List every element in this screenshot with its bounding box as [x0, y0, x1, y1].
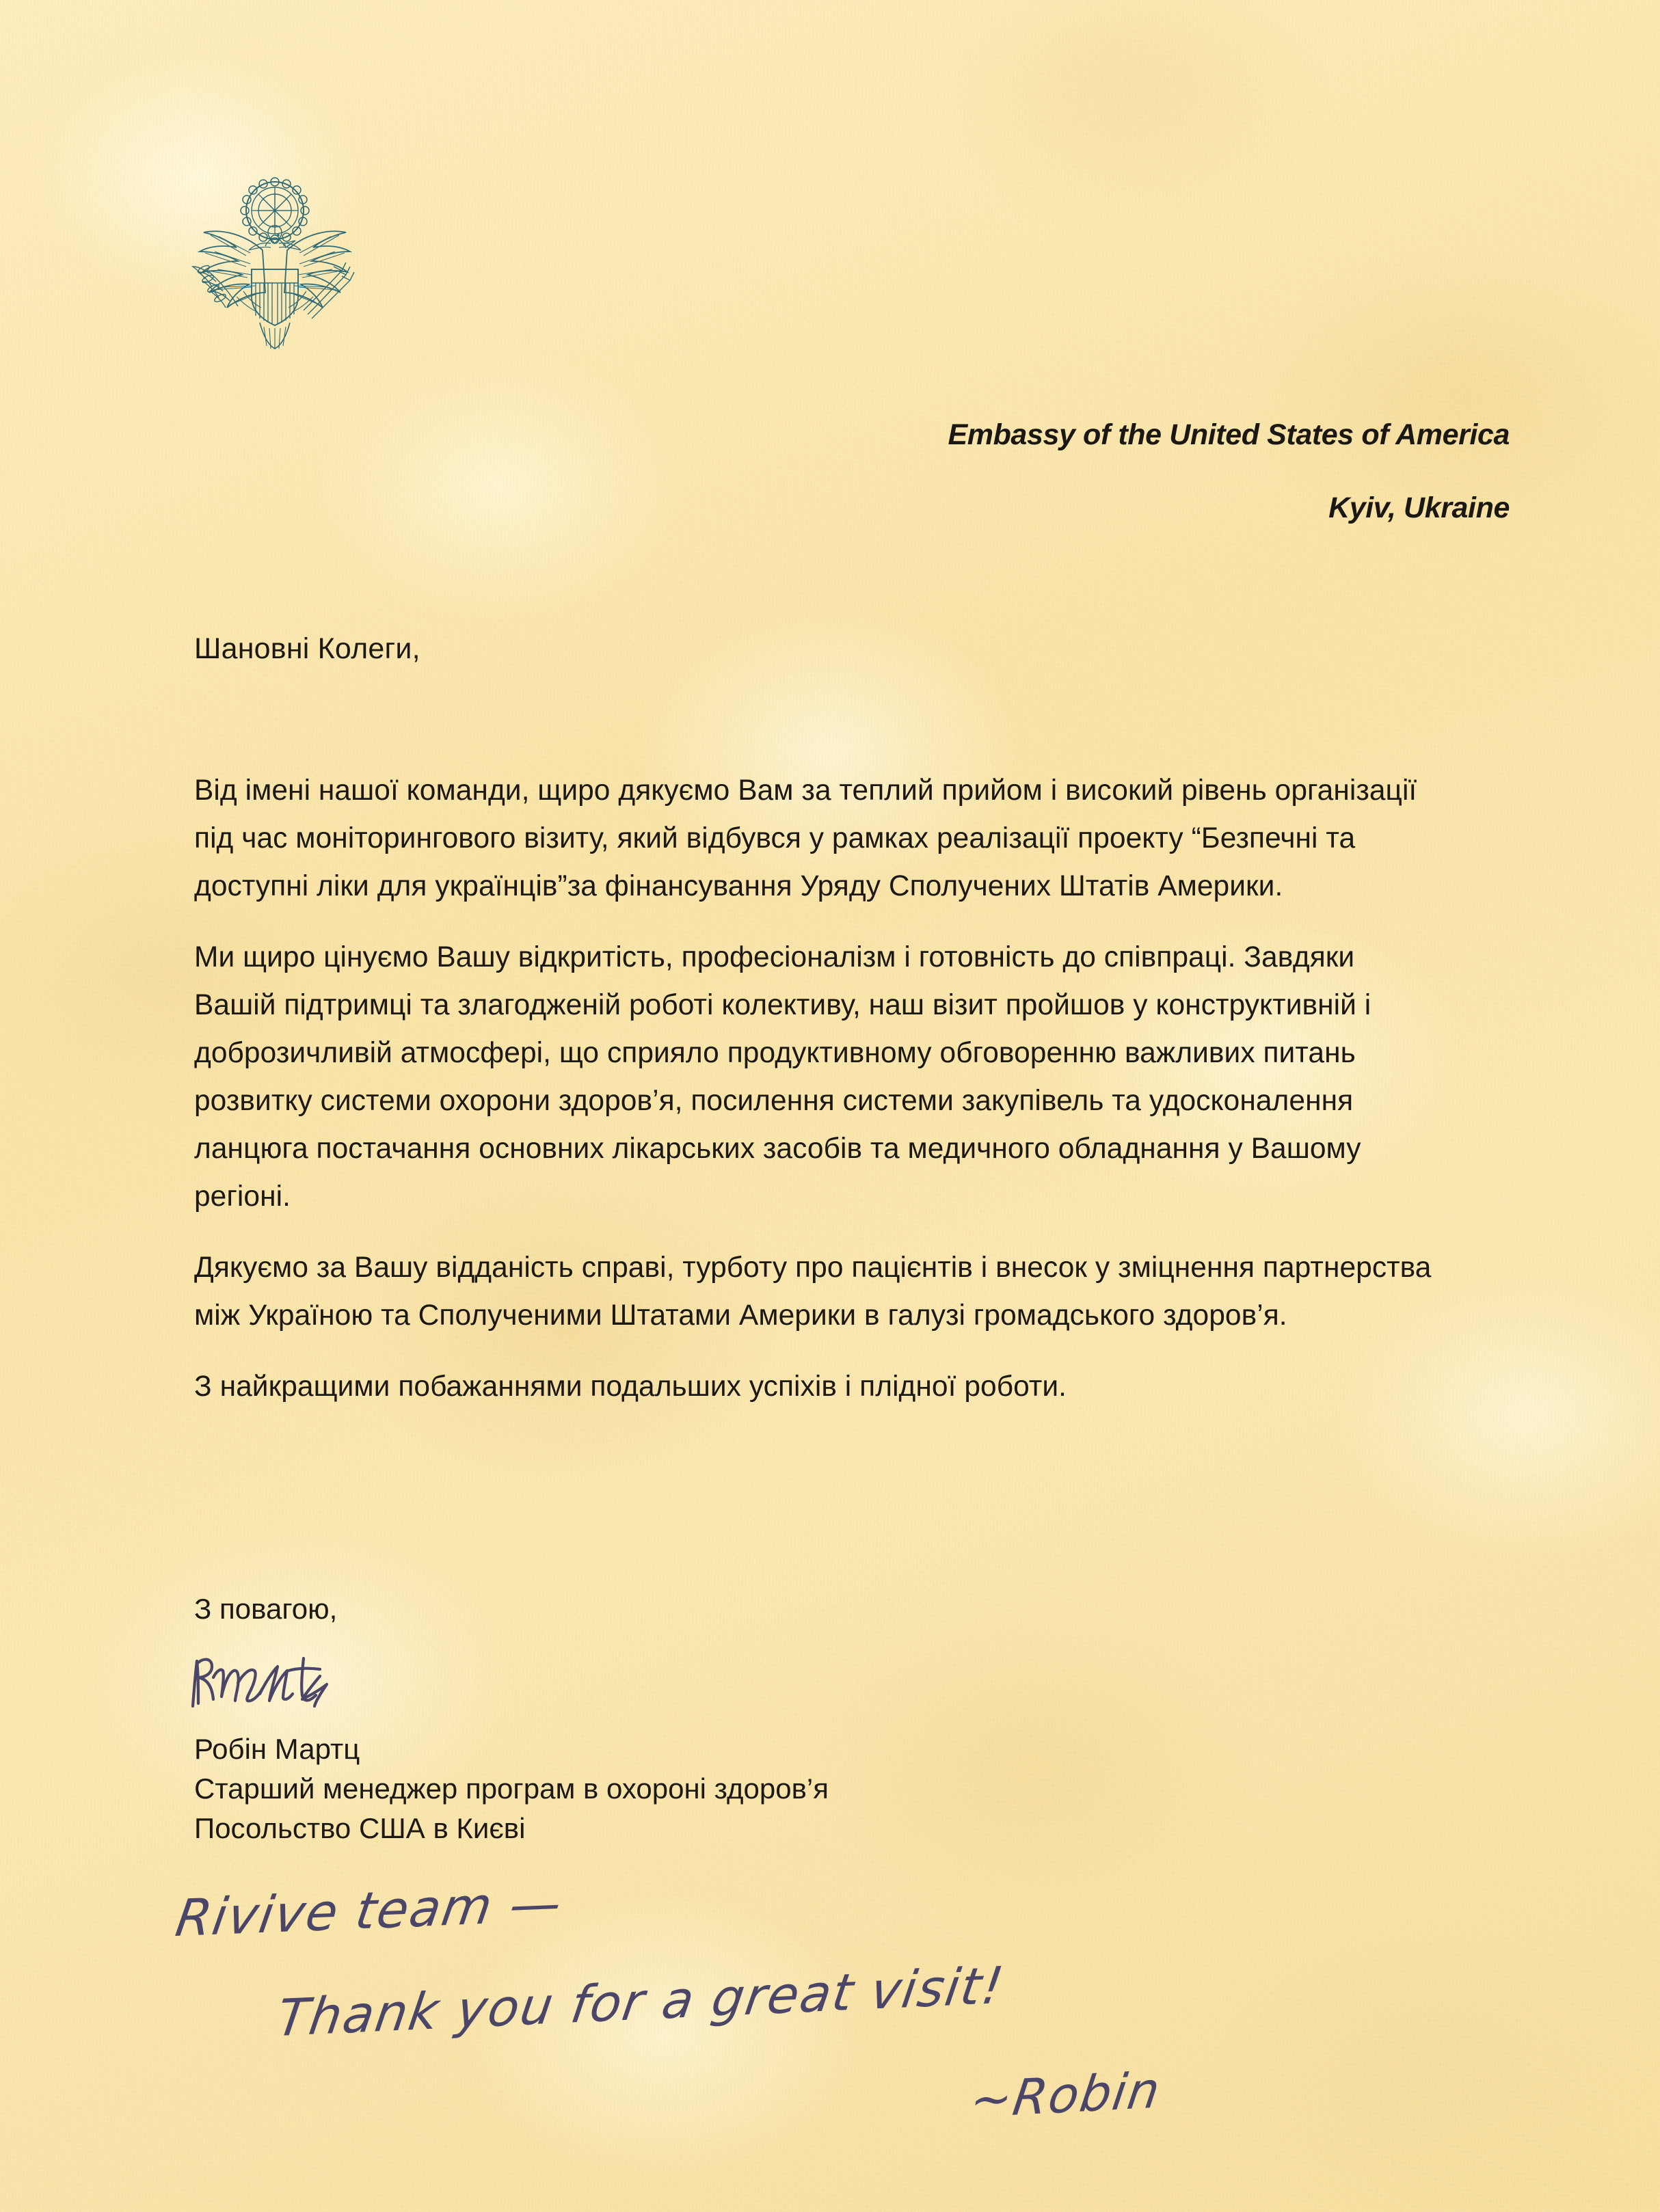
letterhead [0, 418, 1510, 525]
handwritten-line-1: Rivive team — [172, 1874, 567, 1949]
body-paragraph: З найкращими побажаннями подальших успіхів і плідної роботи. [194, 1371, 1067, 1403]
signer-name: Робін Мартц [194, 1733, 360, 1765]
great-seal-icon [183, 170, 366, 355]
salutation: Шановні Колеги, [194, 632, 420, 665]
body-paragraph: Від імені нашої команди, щиро дякуємо Вам за теплий прийом і високий рівень організації під час моніторингового візиту, який відбувся у рамках реалізації проекту “Безпечні та доступні ліки для українців”за фінансування Уряду Сполучених Штатів Америки. [194, 774, 1417, 902]
rmartz-signature [186, 1641, 391, 1723]
signoff: З повагою, [194, 1593, 338, 1625]
letterhead-city: Kyiv, Ukraine [1328, 491, 1510, 524]
body-paragraph: Ми щиро цінуємо Вашу відкритість, професіоналізм і готовність до співпраці. Завдяки Вашій підтримці та злагодженій роботі колективу, наш візит пройшов у конструктивній і доброзичливій атмосфері, що сприяло продуктивному обговоренню важливих питань розвитку системи охорони здоров’я, посилення системи закупівель та удосконалення ланцюга постачання основних лікарських засобів та медичного обладнання у Вашому регіоні. [194, 941, 1371, 1213]
handwritten-line-3: ~Robin [967, 2061, 1165, 2129]
signer-title: Старший менеджер програм в охороні здоров’я [194, 1772, 829, 1805]
body-paragraph: Дякуємо за Вашу відданість справі, турботу про пацієнтів і внесок у зміцнення партнерства між Україною та Сполученими Штатами Америки в галузі громадського здоров’я. [194, 1252, 1432, 1332]
handwritten-line-2: Thank you for a great visit! [273, 1956, 1008, 2049]
signer-affiliation: Посольство США в Києві [194, 1812, 526, 1844]
letter-body [194, 767, 1433, 1434]
signer-block [194, 1729, 829, 1848]
letterhead-organization: Embassy of the United States of America [948, 418, 1510, 451]
handwritten-note [0, 1873, 1660, 2194]
